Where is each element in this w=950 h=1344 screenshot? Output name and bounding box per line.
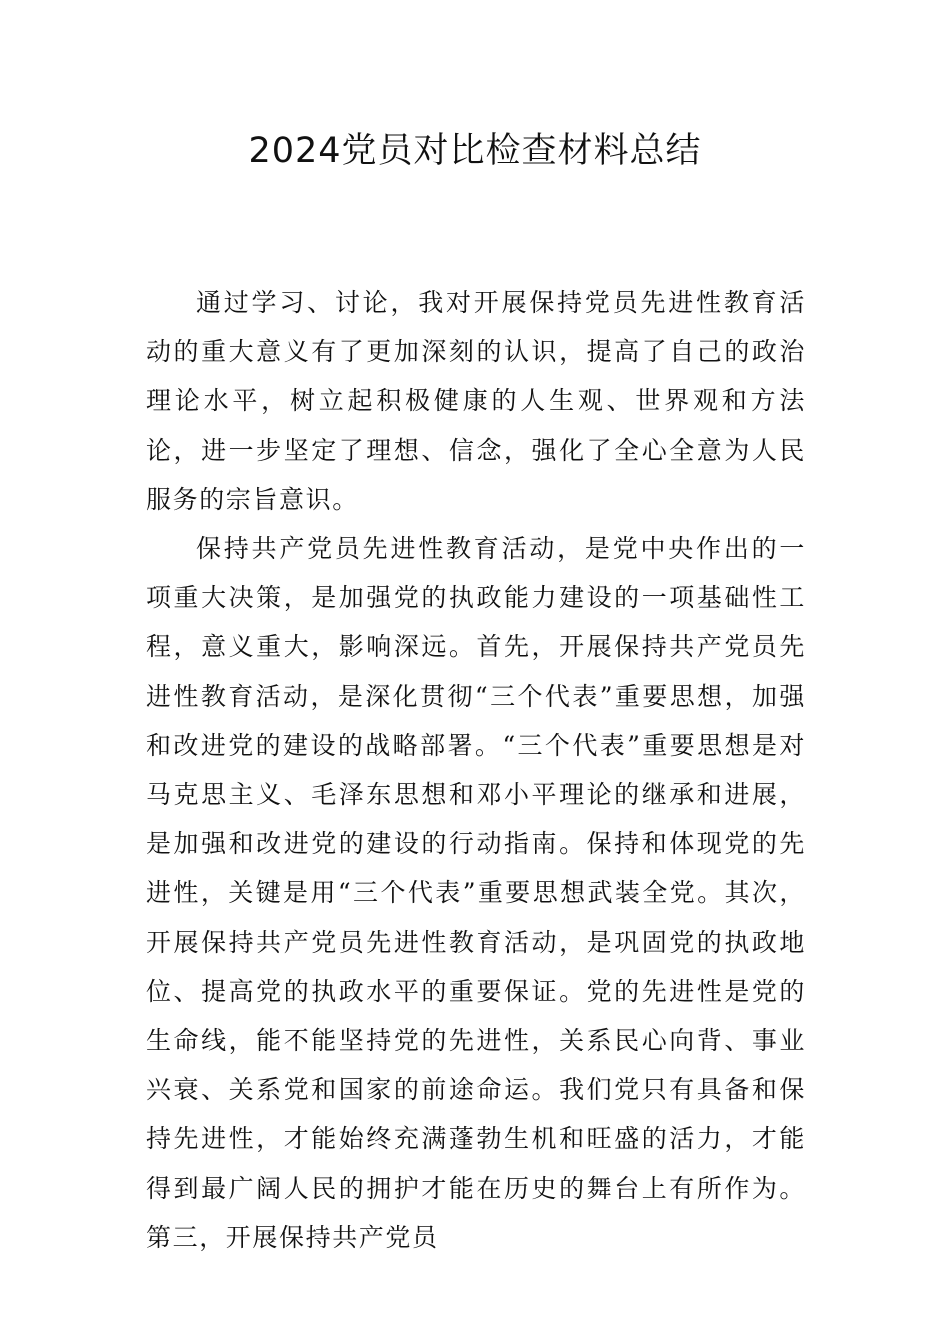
document-body [146,278,806,1262]
paragraph-1: 通过学习、讨论，我对开展保持党员先进性教育活动的重大意义有了更加深刻的认识，提高了自己的政治理论水平，树立起积极健康的人生观、世界观和方法论，进一步坚定了理想、信念，强化了全心全意为人民服务的宗旨意识。 [146,288,806,514]
document-title: 2024党员对比检查材料总结 [248,131,702,171]
paragraph-2: 保持共产党员先进性教育活动，是党中央作出的一项重大决策，是加强党的执政能力建设的一项基础性工程，意义重大，影响深远。首先，开展保持共产党员先进性教育活动，是深化贯彻“三个代表”重要思想，加强和改进党的建设的战略部署。“三个代表”重要思想是对马克思主义、毛泽东思想和邓小平理论的继承和进展，是加强和改进党的建设的行动指南。保持和体现党的先进性，关键是用“三个代表”重要思想武装全党。其次，开展保持共产党员先进性教育活动，是巩固党的执政地位、提高党的执政水平的重要保证。党的先进性是党的生命线，能不能坚持党的先进性，关系民心向背、事业兴衰、关系党和国家的前途命运。我们党只有具备和保持先进性，才能始终充满蓬勃生机和旺盛的活力，才能得到最广阔人民的拥护才能在历史的舞台上有所作为。第三，开展保持共产党员 [146,534,806,1252]
